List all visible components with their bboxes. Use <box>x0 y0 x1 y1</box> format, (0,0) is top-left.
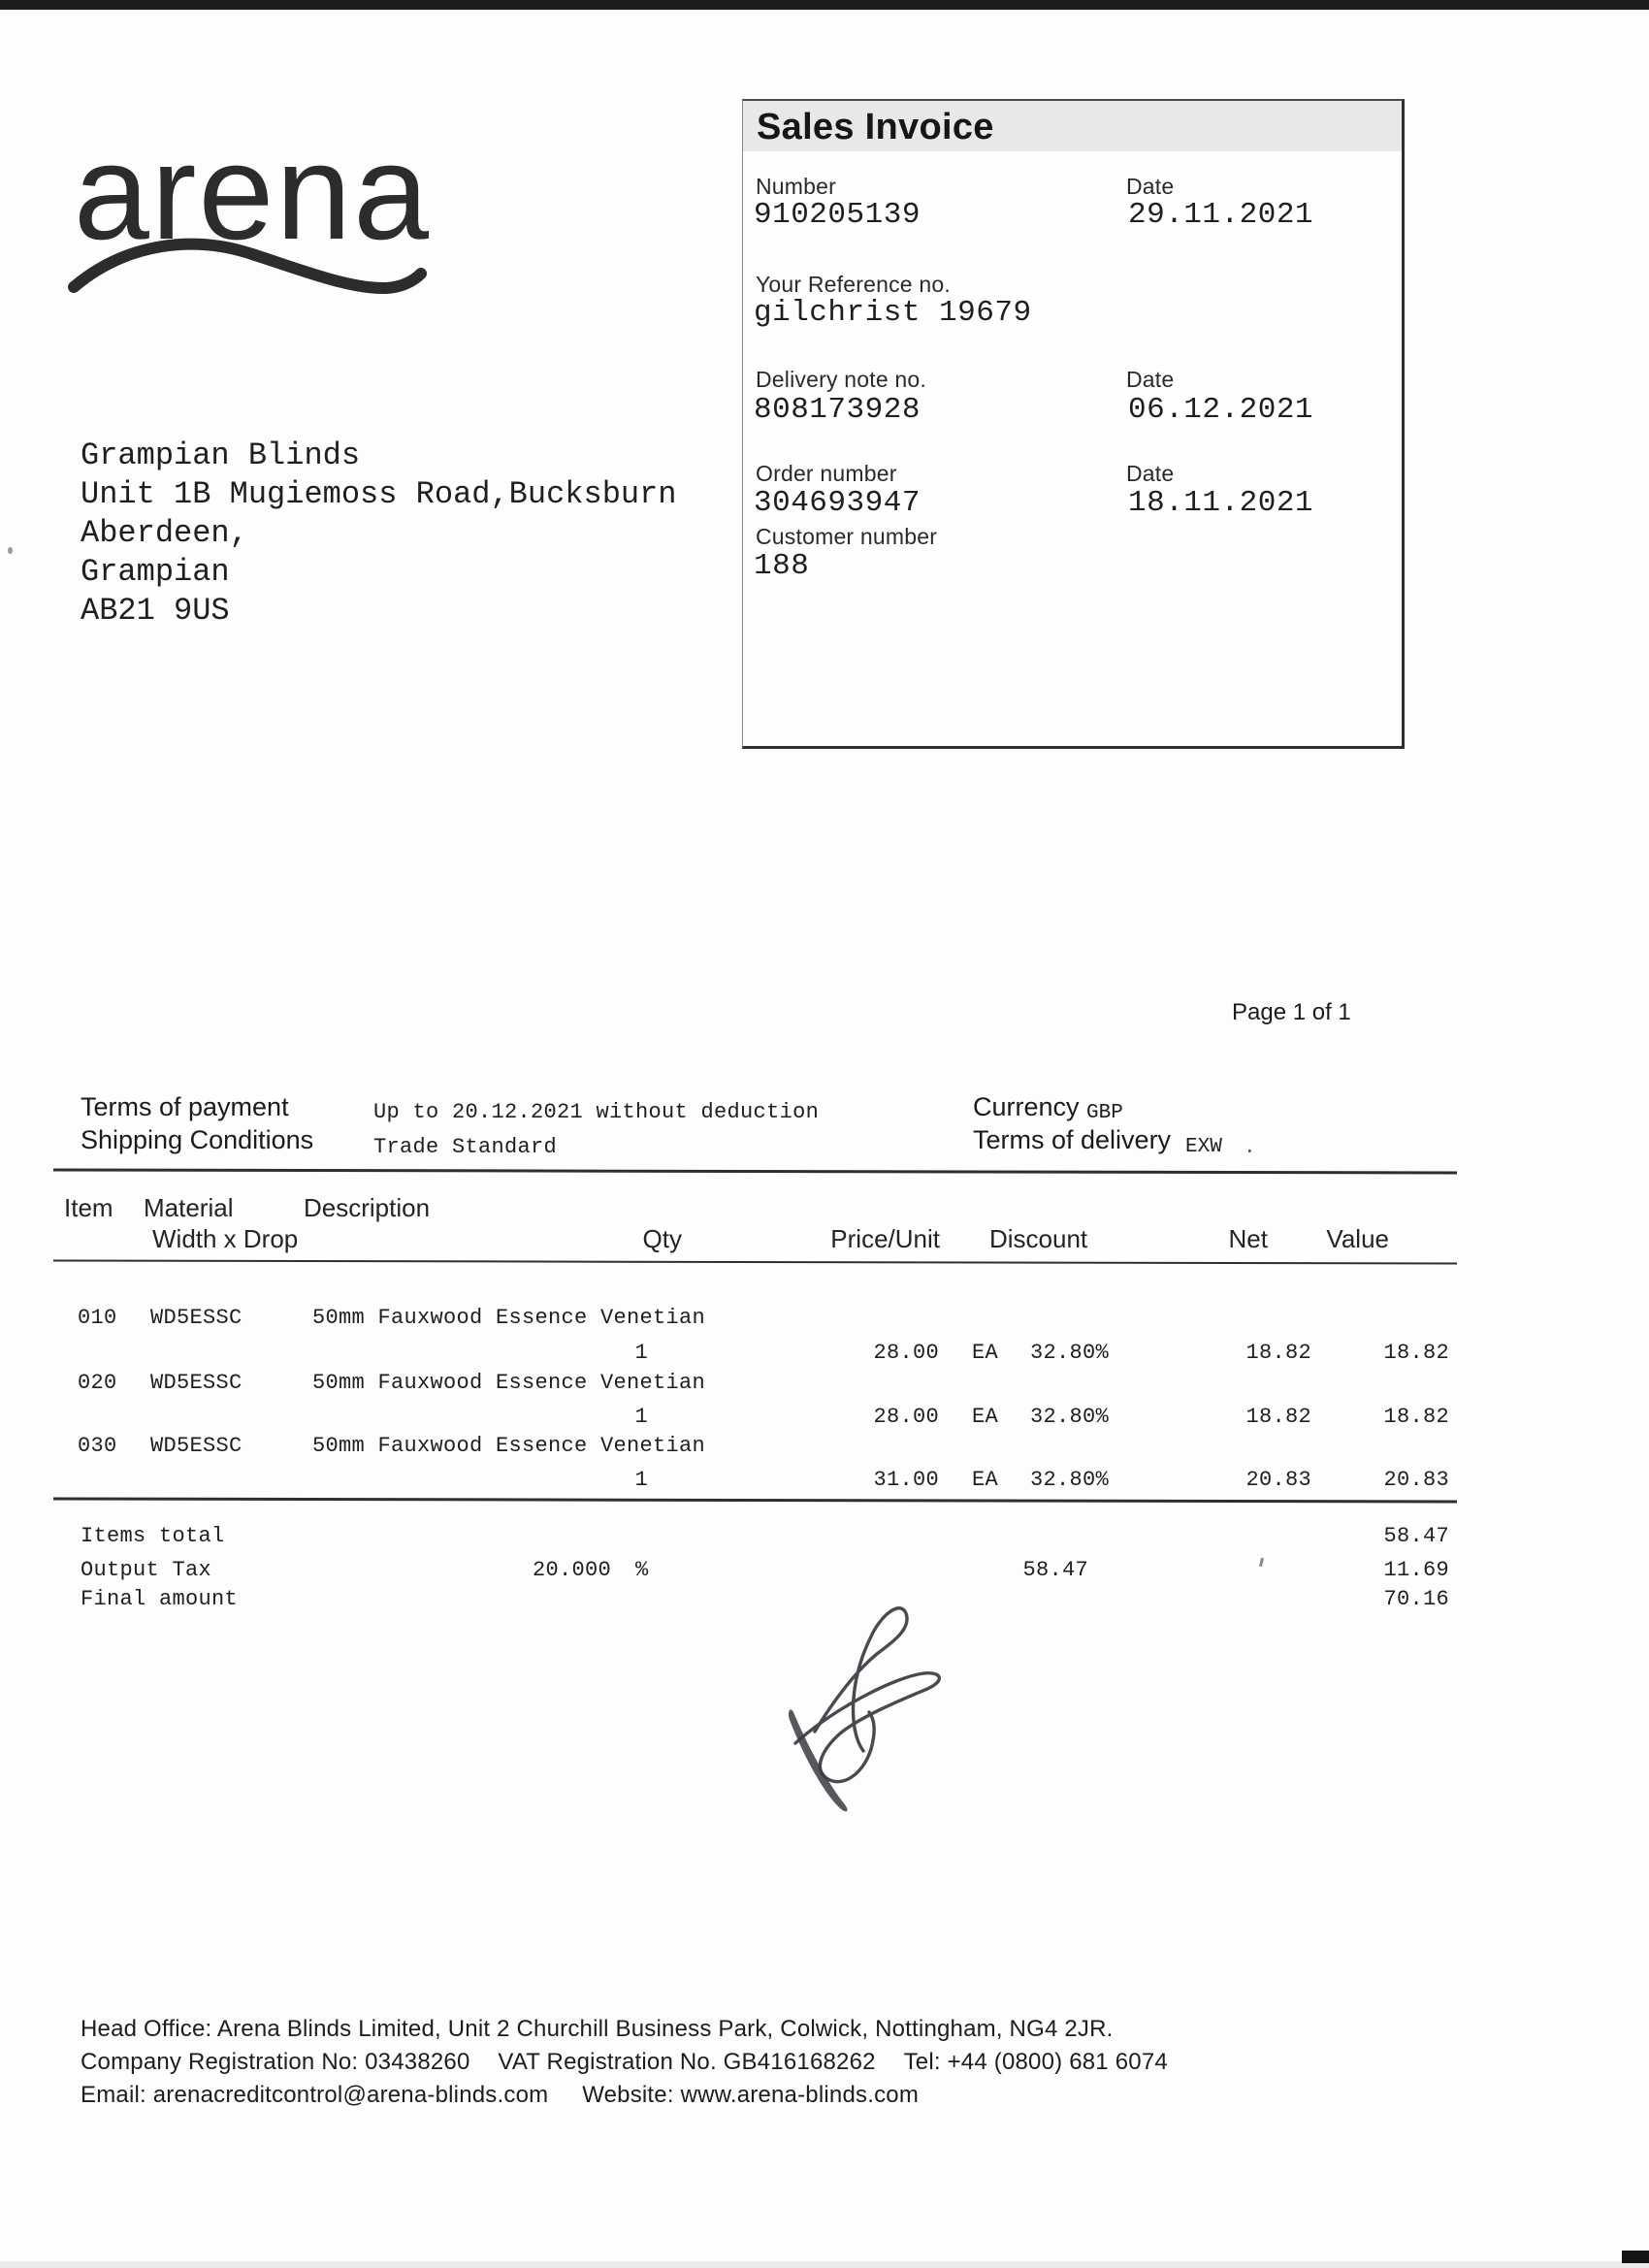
terms-of-delivery-label: Terms of delivery <box>973 1125 1172 1154</box>
footer-company-reg: Company Registration No: 03438260 <box>81 2049 470 2075</box>
address-line: Grampian <box>81 554 230 590</box>
scan-edge-bottom <box>0 2261 1649 2268</box>
footer-email: Email: arenacreditcontrol@arena-blinds.com <box>81 2082 549 2108</box>
row-qty: 1 <box>634 1468 648 1492</box>
row-net: 18.82 <box>1245 1341 1311 1365</box>
row-description: 50mm Fauxwood Essence Venetian <box>312 1371 706 1395</box>
address-line: Unit 1B Mugiemoss Road,Bucksburn <box>81 476 677 512</box>
terms-of-delivery-value: EXW <box>1185 1136 1222 1158</box>
footer-contact <box>81 2082 919 2109</box>
row-net: 18.82 <box>1245 1405 1311 1429</box>
footer-head-office: Head Office: Arena Blinds Limited, Unit 2 Churchill Business Park, Colwick, Nottingham, NG4 2JR. <box>81 2016 1114 2042</box>
output-tax-label: Output Tax <box>81 1558 212 1582</box>
currency-value: GBP <box>1086 1102 1123 1124</box>
invoice-title-bar <box>743 101 1402 151</box>
divider <box>53 1259 1457 1264</box>
row-item: 030 <box>78 1434 117 1458</box>
row-description: 50mm Fauxwood Essence Venetian <box>312 1306 706 1330</box>
date-value: 06.12.2021 <box>1128 393 1314 427</box>
arena-logo-text: arena <box>74 115 432 268</box>
scan-speck <box>1259 1558 1264 1567</box>
row-discount: 32.80% <box>1030 1341 1110 1365</box>
row-item: 010 <box>78 1306 117 1330</box>
terms-of-payment-label: Terms of payment <box>81 1092 289 1121</box>
invoice-title: Sales Invoice <box>757 107 994 147</box>
scan-corner-mark <box>1622 2251 1649 2263</box>
address-line: Grampian Blinds <box>81 437 361 473</box>
divider <box>53 1168 1457 1174</box>
output-tax-base: 58.47 <box>1022 1558 1088 1582</box>
date-label: Date <box>1126 367 1175 392</box>
row-material: WD5ESSC <box>150 1306 242 1330</box>
address-line: AB21 9US <box>81 593 230 629</box>
row-value: 20.83 <box>1383 1468 1449 1492</box>
row-discount: 32.80% <box>1030 1468 1110 1492</box>
final-amount-label: Final amount <box>81 1587 239 1611</box>
shipping-conditions-value: Trade Standard <box>373 1135 558 1159</box>
footer-registration <box>81 2049 1168 2076</box>
col-header-price-unit: Price/Unit <box>830 1224 940 1253</box>
arena-logo-swoosh-icon <box>66 231 435 312</box>
col-header-net: Net <box>1228 1224 1268 1253</box>
output-tax-value: 11.69 <box>1383 1558 1449 1582</box>
date-value: 18.11.2021 <box>1128 486 1314 520</box>
row-description: 50mm Fauxwood Essence Venetian <box>312 1434 706 1458</box>
footer-website: Website: www.arena-blinds.com <box>582 2082 920 2108</box>
row-qty: 1 <box>634 1341 648 1365</box>
row-value: 18.82 <box>1383 1341 1449 1365</box>
number-value: 910205139 <box>754 198 921 232</box>
shipping-conditions-label: Shipping Conditions <box>81 1125 314 1154</box>
divider <box>53 1497 1457 1503</box>
row-material: WD5ESSC <box>150 1371 242 1395</box>
scan-edge-top <box>0 0 1649 10</box>
number-label: Number <box>756 174 837 199</box>
reference-label: Your Reference no. <box>756 272 951 297</box>
customer-number-label: Customer number <box>756 524 938 549</box>
row-price: 28.00 <box>873 1341 939 1365</box>
page-indicator: Page 1 of 1 <box>1232 999 1351 1025</box>
order-number-value: 304693947 <box>754 486 921 520</box>
customer-address <box>81 437 677 631</box>
col-header-item: Item <box>64 1193 113 1222</box>
row-discount: 32.80% <box>1030 1405 1110 1429</box>
row-price: 31.00 <box>873 1468 939 1492</box>
output-tax-rate: 20.000 <box>532 1558 611 1582</box>
row-value: 18.82 <box>1383 1405 1449 1429</box>
date-label: Date <box>1126 174 1175 199</box>
row-unit: EA <box>972 1405 999 1429</box>
row-unit: EA <box>972 1341 999 1365</box>
order-number-label: Order number <box>756 461 897 486</box>
row-net: 20.83 <box>1245 1468 1311 1492</box>
currency-label: Currency <box>973 1092 1080 1121</box>
col-header-discount: Discount <box>989 1224 1088 1253</box>
signature <box>766 1584 975 1822</box>
items-total-label: Items total <box>81 1524 225 1548</box>
final-amount-value: 70.16 <box>1383 1587 1449 1611</box>
col-header-qty: Qty <box>642 1224 682 1253</box>
col-header-material: Material <box>144 1193 234 1222</box>
row-item: 020 <box>78 1371 117 1395</box>
footer-vat-reg: VAT Registration No. GB416168262 <box>498 2049 876 2075</box>
delivery-note-label: Delivery note no. <box>756 367 926 392</box>
delivery-note-value: 808173928 <box>754 393 921 427</box>
address-line: Aberdeen, <box>81 515 248 551</box>
customer-number-value: 188 <box>754 549 810 583</box>
row-unit: EA <box>972 1468 999 1492</box>
row-material: WD5ESSC <box>150 1434 242 1458</box>
date-label: Date <box>1126 461 1175 486</box>
scan-speck <box>8 547 13 554</box>
terms-of-payment-value: Up to 20.12.2021 without deduction <box>373 1100 820 1124</box>
row-qty: 1 <box>634 1405 648 1429</box>
col-header-description: Description <box>304 1193 431 1222</box>
reference-value: gilchrist 19679 <box>754 296 1032 330</box>
row-price: 28.00 <box>873 1405 939 1429</box>
items-total-value: 58.47 <box>1383 1524 1449 1548</box>
invoice-header-box <box>742 99 1405 749</box>
date-value: 29.11.2021 <box>1128 198 1314 232</box>
output-tax-percent-sign: % <box>635 1558 649 1582</box>
col-header-value: Value <box>1326 1224 1389 1253</box>
terms-of-delivery-suffix: . <box>1244 1137 1256 1159</box>
col-header-width-drop: Width x Drop <box>152 1224 299 1253</box>
footer-tel: Tel: +44 (0800) 681 6074 <box>903 2049 1168 2075</box>
